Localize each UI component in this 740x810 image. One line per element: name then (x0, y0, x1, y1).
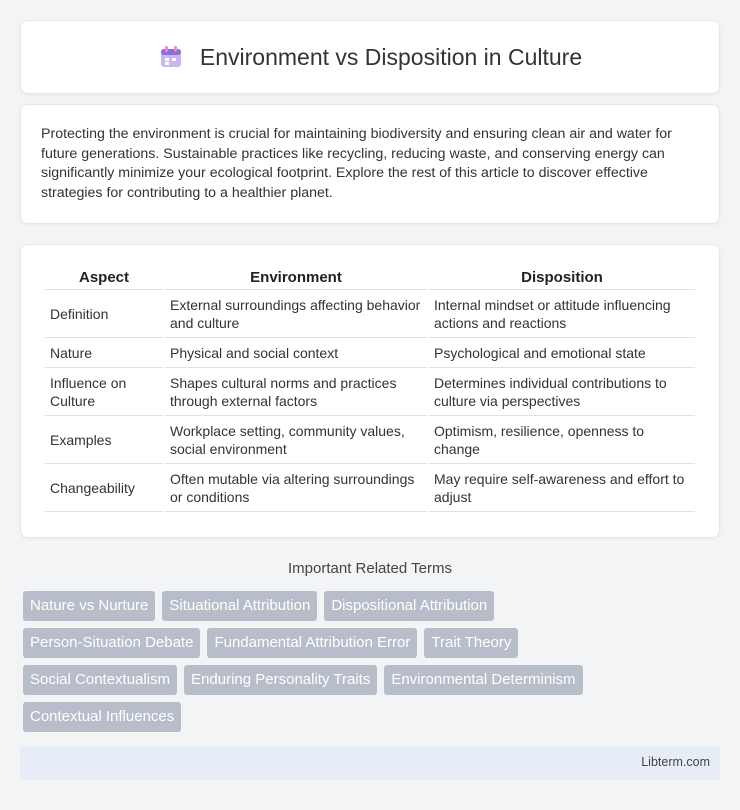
footer (20, 746, 720, 780)
table-row (45, 368, 695, 416)
table-row (45, 464, 695, 512)
table-cell: Psychological and emotional state (429, 338, 695, 368)
related-term-tag[interactable]: Trait Theory (424, 628, 518, 658)
intro-text: Protecting the environment is crucial for maintaining biodiversity and ensuring clean air and water for future generations. Sustainable practices like recycling, reducing waste, and conserving energy can significantly minimize your ecological footprint. Explore the rest of this article to discover effective strategies for contributing to a healthier planet. (41, 126, 672, 201)
calendar-icon (158, 44, 184, 70)
related-term-tag[interactable]: Enduring Personality Traits (184, 665, 377, 695)
table-cell: Physical and social context (165, 338, 427, 368)
column-header-disposition: Disposition (429, 265, 695, 290)
intro-card (20, 104, 720, 224)
table-cell: Workplace setting, community values, social environment (165, 416, 427, 464)
related-term-tag[interactable]: Fundamental Attribution Error (207, 628, 417, 658)
related-terms-heading: Important Related Terms (288, 560, 452, 577)
related-term-tag[interactable]: Nature vs Nurture (23, 591, 155, 621)
related-terms-list (23, 591, 643, 732)
related-term-tag[interactable]: Situational Attribution (162, 591, 317, 621)
related-term-tag[interactable]: Social Contextualism (23, 665, 177, 695)
column-header-aspect: Aspect (45, 265, 163, 290)
table-cell: Influence on Culture (45, 368, 163, 416)
related-term-tag[interactable]: Environmental Determinism (384, 665, 582, 695)
header-card (20, 20, 720, 94)
table-row (45, 416, 695, 464)
table-cell: Often mutable via altering surroundings or conditions (165, 464, 427, 512)
table-cell: External surroundings affecting behavior and culture (165, 290, 427, 338)
page-title: Environment vs Disposition in Culture (199, 43, 583, 70)
related-term-tag[interactable]: Person-Situation Debate (23, 628, 200, 658)
table-row (45, 338, 695, 368)
table-cell: Shapes cultural norms and practices through external factors (165, 368, 427, 416)
table-cell: May require self-awareness and effort to adjust (429, 464, 695, 512)
table-cell: Optimism, resilience, openness to change (429, 416, 695, 464)
related-term-tag[interactable]: Contextual Influences (23, 702, 181, 732)
column-header-environment: Environment (165, 265, 427, 290)
footer-site-link[interactable]: Libterm.com (641, 755, 710, 769)
table-cell: Nature (45, 338, 163, 368)
table-cell: Changeability (45, 464, 163, 512)
table-cell: Definition (45, 290, 163, 338)
table-cell: Examples (45, 416, 163, 464)
comparison-table (43, 265, 697, 512)
table-cell: Determines individual contributions to culture via perspectives (429, 368, 695, 416)
comparison-table-card (20, 244, 720, 538)
table-row (45, 290, 695, 338)
table-cell: Internal mindset or attitude influencing actions and reactions (429, 290, 695, 338)
related-term-tag[interactable]: Dispositional Attribution (324, 591, 494, 621)
table-header-row (45, 265, 695, 290)
